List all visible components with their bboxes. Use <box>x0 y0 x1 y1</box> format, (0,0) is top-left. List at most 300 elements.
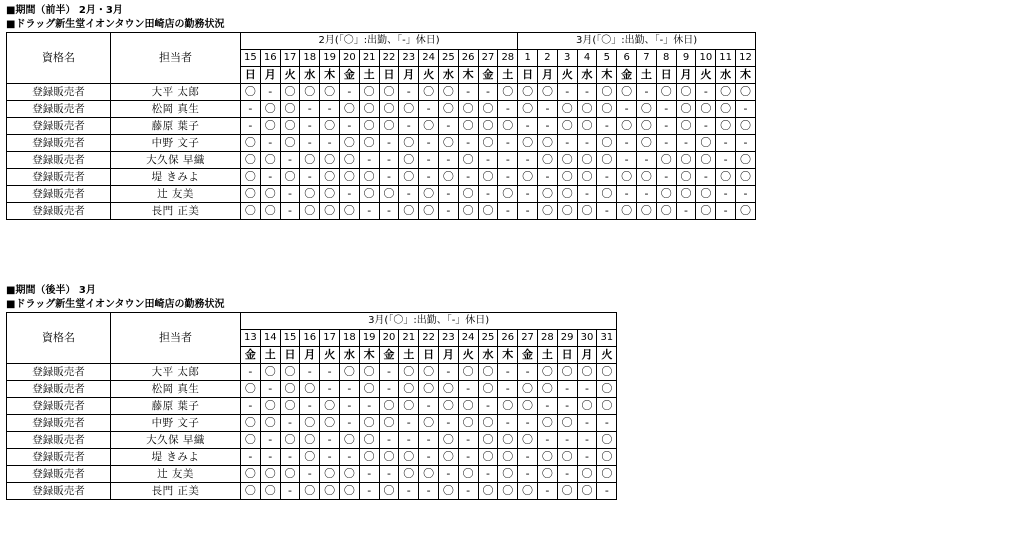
staff-column-header: 担当者 <box>111 313 241 364</box>
attendance-mark-cell: 〇 <box>716 84 736 101</box>
attendance-mark-cell: 〇 <box>438 135 458 152</box>
attendance-mark-cell: - <box>438 466 458 483</box>
schedule-section-second-half <box>6 284 617 500</box>
weekday-cell: 土 <box>359 67 379 84</box>
weekday-cell: 土 <box>537 347 557 364</box>
attendance-mark-cell: - <box>359 466 379 483</box>
staff-name-cell: 松岡 真生 <box>111 101 241 118</box>
day-number-cell: 23 <box>399 50 419 67</box>
attendance-mark-cell: 〇 <box>478 203 498 220</box>
attendance-mark-cell: 〇 <box>300 203 320 220</box>
day-number-cell: 3 <box>557 50 577 67</box>
attendance-mark-cell: 〇 <box>478 101 498 118</box>
attendance-mark-cell: 〇 <box>379 415 399 432</box>
attendance-mark-cell: 〇 <box>320 203 340 220</box>
schedule-table <box>6 312 617 500</box>
attendance-mark-cell: 〇 <box>696 101 716 118</box>
attendance-mark-cell: 〇 <box>339 152 359 169</box>
qualification-cell: 登録販売者 <box>7 169 111 186</box>
attendance-mark-cell: 〇 <box>736 118 756 135</box>
attendance-mark-cell: - <box>498 203 518 220</box>
attendance-mark-cell: - <box>399 432 419 449</box>
attendance-mark-cell: 〇 <box>300 152 320 169</box>
attendance-mark-cell: - <box>379 152 399 169</box>
attendance-mark-cell: - <box>458 169 478 186</box>
attendance-mark-cell: 〇 <box>597 135 617 152</box>
attendance-mark-cell: 〇 <box>320 169 340 186</box>
attendance-mark-cell: 〇 <box>359 186 379 203</box>
attendance-mark-cell: - <box>617 152 637 169</box>
attendance-mark-cell: - <box>716 152 736 169</box>
attendance-mark-cell: 〇 <box>478 135 498 152</box>
attendance-mark-cell: - <box>637 186 657 203</box>
attendance-mark-cell: - <box>577 432 597 449</box>
attendance-mark-cell: 〇 <box>379 84 399 101</box>
attendance-mark-cell: 〇 <box>320 152 340 169</box>
attendance-mark-cell: 〇 <box>498 432 518 449</box>
attendance-mark-cell: 〇 <box>458 118 478 135</box>
weekday-cell: 日 <box>379 67 399 84</box>
attendance-mark-cell: - <box>696 84 716 101</box>
qualification-cell: 登録販売者 <box>7 118 111 135</box>
attendance-mark-cell: - <box>557 381 577 398</box>
attendance-mark-cell: 〇 <box>438 432 458 449</box>
attendance-mark-cell: - <box>478 398 498 415</box>
attendance-mark-cell: 〇 <box>260 364 280 381</box>
attendance-mark-cell: - <box>656 101 676 118</box>
day-number-cell: 17 <box>320 330 340 347</box>
attendance-mark-cell: - <box>518 118 538 135</box>
attendance-mark-cell: 〇 <box>241 84 261 101</box>
attendance-mark-cell: 〇 <box>518 135 538 152</box>
attendance-mark-cell: 〇 <box>557 186 577 203</box>
attendance-mark-cell: - <box>300 466 320 483</box>
attendance-mark-cell: 〇 <box>656 152 676 169</box>
month-header: 3月(「〇」:出勤、「-」休日) <box>518 33 756 50</box>
attendance-mark-cell: 〇 <box>399 449 419 466</box>
weekday-cell: 火 <box>597 347 617 364</box>
staff-row <box>7 169 756 186</box>
attendance-mark-cell: 〇 <box>339 101 359 118</box>
attendance-mark-cell: 〇 <box>478 483 498 500</box>
attendance-mark-cell: 〇 <box>518 169 538 186</box>
attendance-mark-cell: 〇 <box>241 415 261 432</box>
attendance-mark-cell: 〇 <box>241 186 261 203</box>
attendance-mark-cell: 〇 <box>498 483 518 500</box>
attendance-mark-cell: - <box>260 169 280 186</box>
attendance-mark-cell: 〇 <box>498 186 518 203</box>
attendance-mark-cell: - <box>537 398 557 415</box>
attendance-mark-cell: 〇 <box>577 169 597 186</box>
attendance-mark-cell: 〇 <box>716 118 736 135</box>
attendance-mark-cell: - <box>736 135 756 152</box>
staff-row <box>7 152 756 169</box>
day-number-cell: 10 <box>696 50 716 67</box>
attendance-mark-cell: - <box>300 135 320 152</box>
attendance-mark-cell: 〇 <box>300 415 320 432</box>
attendance-mark-cell: 〇 <box>260 152 280 169</box>
attendance-mark-cell: 〇 <box>656 203 676 220</box>
attendance-mark-cell: - <box>518 466 538 483</box>
attendance-mark-cell: 〇 <box>696 203 716 220</box>
weekday-cell: 日 <box>241 67 261 84</box>
attendance-mark-cell: 〇 <box>300 186 320 203</box>
staff-name-cell: 長門 正美 <box>111 203 241 220</box>
weekday-cell: 金 <box>339 67 359 84</box>
attendance-mark-cell: 〇 <box>538 135 558 152</box>
attendance-mark-cell: 〇 <box>359 415 379 432</box>
attendance-mark-cell: 〇 <box>597 186 617 203</box>
attendance-mark-cell: 〇 <box>518 483 538 500</box>
staff-row <box>7 483 617 500</box>
attendance-mark-cell: 〇 <box>280 118 300 135</box>
attendance-mark-cell: - <box>637 152 657 169</box>
day-number-cell: 9 <box>676 50 696 67</box>
attendance-mark-cell: - <box>637 84 657 101</box>
attendance-mark-cell: - <box>320 135 340 152</box>
weekday-cell: 土 <box>637 67 657 84</box>
attendance-mark-cell: 〇 <box>320 483 340 500</box>
day-number-cell: 2 <box>538 50 558 67</box>
weekday-cell: 木 <box>498 347 518 364</box>
attendance-mark-cell: 〇 <box>458 398 478 415</box>
attendance-mark-cell: 〇 <box>399 381 419 398</box>
attendance-mark-cell: 〇 <box>656 84 676 101</box>
day-number-cell: 1 <box>518 50 538 67</box>
attendance-mark-cell: 〇 <box>399 203 419 220</box>
attendance-mark-cell: 〇 <box>241 152 261 169</box>
attendance-mark-cell: - <box>518 186 538 203</box>
attendance-mark-cell: 〇 <box>260 415 280 432</box>
attendance-mark-cell: - <box>518 364 538 381</box>
attendance-mark-cell: 〇 <box>280 398 300 415</box>
month-header: 3月(「〇」:出勤、「-」休日) <box>241 313 617 330</box>
weekday-cell: 日 <box>419 347 439 364</box>
qualification-cell: 登録販売者 <box>7 483 111 500</box>
attendance-mark-cell: 〇 <box>438 398 458 415</box>
attendance-mark-cell: 〇 <box>617 203 637 220</box>
attendance-mark-cell: 〇 <box>419 203 439 220</box>
staff-name-cell: 藤原 葉子 <box>111 118 241 135</box>
attendance-mark-cell: 〇 <box>339 203 359 220</box>
attendance-mark-cell: 〇 <box>577 364 597 381</box>
attendance-mark-cell: - <box>518 449 538 466</box>
attendance-mark-cell: - <box>260 381 280 398</box>
attendance-mark-cell: - <box>419 432 439 449</box>
attendance-mark-cell: 〇 <box>736 169 756 186</box>
attendance-mark-cell: 〇 <box>458 466 478 483</box>
weekday-cell: 月 <box>399 67 419 84</box>
attendance-mark-cell: - <box>359 152 379 169</box>
store-heading: ■ドラッグ新生堂イオンタウン田崎店の勤務状況 <box>6 299 225 310</box>
attendance-mark-cell: 〇 <box>676 118 696 135</box>
attendance-mark-cell: - <box>577 415 597 432</box>
attendance-mark-cell: - <box>260 432 280 449</box>
day-number-cell: 4 <box>577 50 597 67</box>
staff-row <box>7 466 617 483</box>
day-number-cell: 31 <box>597 330 617 347</box>
attendance-mark-cell: 〇 <box>419 415 439 432</box>
weekday-cell: 月 <box>438 347 458 364</box>
weekday-cell: 土 <box>260 347 280 364</box>
attendance-mark-cell: 〇 <box>320 398 340 415</box>
attendance-mark-cell: 〇 <box>260 466 280 483</box>
qualification-cell: 登録販売者 <box>7 449 111 466</box>
attendance-mark-cell: - <box>498 101 518 118</box>
attendance-mark-cell: - <box>577 449 597 466</box>
attendance-mark-cell: 〇 <box>537 449 557 466</box>
qualification-cell: 登録販売者 <box>7 135 111 152</box>
attendance-mark-cell: 〇 <box>320 466 340 483</box>
attendance-mark-cell: 〇 <box>280 432 300 449</box>
attendance-mark-cell: 〇 <box>478 118 498 135</box>
attendance-mark-cell: 〇 <box>419 364 439 381</box>
attendance-mark-cell: 〇 <box>557 169 577 186</box>
attendance-mark-cell: 〇 <box>241 483 261 500</box>
attendance-mark-cell: 〇 <box>419 84 439 101</box>
attendance-mark-cell: - <box>438 203 458 220</box>
attendance-mark-cell: 〇 <box>379 449 399 466</box>
attendance-mark-cell: 〇 <box>241 169 261 186</box>
month-header-row <box>7 33 756 50</box>
attendance-mark-cell: 〇 <box>379 483 399 500</box>
attendance-mark-cell: - <box>538 169 558 186</box>
weekday-cell: 木 <box>320 67 340 84</box>
attendance-mark-cell: 〇 <box>359 432 379 449</box>
weekday-cell: 金 <box>518 347 538 364</box>
attendance-mark-cell: 〇 <box>676 169 696 186</box>
weekday-cell: 水 <box>438 67 458 84</box>
attendance-mark-cell: 〇 <box>359 101 379 118</box>
attendance-mark-cell: - <box>241 364 261 381</box>
attendance-mark-cell: 〇 <box>320 84 340 101</box>
day-number-cell: 20 <box>339 50 359 67</box>
attendance-mark-cell: - <box>399 186 419 203</box>
attendance-mark-cell: 〇 <box>300 449 320 466</box>
day-number-cell: 5 <box>597 50 617 67</box>
attendance-mark-cell: 〇 <box>241 135 261 152</box>
attendance-mark-cell: - <box>320 364 340 381</box>
qualification-cell: 登録販売者 <box>7 203 111 220</box>
weekday-cell: 木 <box>458 67 478 84</box>
day-number-cell: 27 <box>518 330 538 347</box>
attendance-mark-cell: - <box>656 169 676 186</box>
attendance-mark-cell: - <box>399 415 419 432</box>
attendance-mark-cell: 〇 <box>399 169 419 186</box>
staff-name-cell: 辻 友美 <box>111 466 241 483</box>
attendance-mark-cell: - <box>280 152 300 169</box>
day-number-cell: 13 <box>241 330 261 347</box>
attendance-mark-cell: - <box>498 152 518 169</box>
attendance-mark-cell: - <box>478 186 498 203</box>
day-number-cell: 25 <box>438 50 458 67</box>
attendance-mark-cell: 〇 <box>577 101 597 118</box>
attendance-mark-cell: 〇 <box>557 101 577 118</box>
attendance-mark-cell: - <box>300 398 320 415</box>
qualification-cell: 登録販売者 <box>7 432 111 449</box>
attendance-mark-cell: 〇 <box>359 135 379 152</box>
attendance-mark-cell: - <box>557 398 577 415</box>
attendance-mark-cell: - <box>438 152 458 169</box>
attendance-mark-cell: - <box>419 398 439 415</box>
attendance-mark-cell: 〇 <box>676 84 696 101</box>
attendance-mark-cell: - <box>419 449 439 466</box>
day-number-cell: 27 <box>478 50 498 67</box>
weekday-cell: 火 <box>280 67 300 84</box>
attendance-mark-cell: 〇 <box>359 381 379 398</box>
attendance-mark-cell: - <box>280 203 300 220</box>
attendance-mark-cell: 〇 <box>676 152 696 169</box>
attendance-mark-cell: - <box>339 186 359 203</box>
attendance-mark-cell: - <box>557 135 577 152</box>
period-heading: ■期間（後半） 3月 <box>6 285 96 296</box>
attendance-mark-cell: - <box>498 135 518 152</box>
attendance-mark-cell: - <box>597 483 617 500</box>
attendance-mark-cell: 〇 <box>557 152 577 169</box>
attendance-mark-cell: - <box>518 203 538 220</box>
attendance-mark-cell: 〇 <box>359 118 379 135</box>
attendance-mark-cell: 〇 <box>438 101 458 118</box>
attendance-mark-cell: - <box>300 169 320 186</box>
weekday-cell: 月 <box>300 347 320 364</box>
attendance-mark-cell: - <box>458 449 478 466</box>
attendance-mark-cell: 〇 <box>260 118 280 135</box>
attendance-mark-cell: 〇 <box>597 381 617 398</box>
store-heading: ■ドラッグ新生堂イオンタウン田崎店の勤務状況 <box>6 19 225 30</box>
attendance-mark-cell: 〇 <box>478 415 498 432</box>
attendance-mark-cell: - <box>260 449 280 466</box>
attendance-mark-cell: 〇 <box>696 135 716 152</box>
attendance-mark-cell: 〇 <box>597 398 617 415</box>
staff-row <box>7 364 617 381</box>
staff-name-cell: 藤原 葉子 <box>111 398 241 415</box>
attendance-mark-cell: - <box>241 449 261 466</box>
attendance-mark-cell: 〇 <box>557 203 577 220</box>
attendance-mark-cell: 〇 <box>260 101 280 118</box>
attendance-mark-cell: - <box>379 169 399 186</box>
attendance-mark-cell: 〇 <box>359 169 379 186</box>
attendance-mark-cell: 〇 <box>696 186 716 203</box>
attendance-mark-cell: 〇 <box>537 381 557 398</box>
attendance-mark-cell: - <box>379 381 399 398</box>
attendance-mark-cell: - <box>320 432 340 449</box>
attendance-mark-cell: 〇 <box>241 203 261 220</box>
attendance-mark-cell: - <box>379 466 399 483</box>
attendance-mark-cell: 〇 <box>597 364 617 381</box>
attendance-mark-cell: 〇 <box>577 203 597 220</box>
attendance-mark-cell: - <box>339 84 359 101</box>
month-header: 2月(「〇」:出勤、「-」休日) <box>241 33 518 50</box>
attendance-mark-cell: 〇 <box>280 169 300 186</box>
attendance-mark-cell: 〇 <box>320 415 340 432</box>
attendance-mark-cell: 〇 <box>280 466 300 483</box>
attendance-mark-cell: 〇 <box>260 398 280 415</box>
attendance-mark-cell: 〇 <box>478 449 498 466</box>
attendance-mark-cell: 〇 <box>637 169 657 186</box>
day-number-cell: 28 <box>498 50 518 67</box>
attendance-mark-cell: - <box>716 186 736 203</box>
attendance-mark-cell: 〇 <box>577 466 597 483</box>
attendance-mark-cell: - <box>300 101 320 118</box>
attendance-mark-cell: 〇 <box>280 84 300 101</box>
attendance-mark-cell: - <box>478 152 498 169</box>
weekday-cell: 月 <box>538 67 558 84</box>
attendance-mark-cell: - <box>538 118 558 135</box>
attendance-mark-cell: 〇 <box>280 364 300 381</box>
attendance-mark-cell: - <box>379 432 399 449</box>
attendance-mark-cell: 〇 <box>498 466 518 483</box>
attendance-mark-cell: 〇 <box>438 449 458 466</box>
day-number-cell: 28 <box>537 330 557 347</box>
attendance-mark-cell: - <box>320 449 340 466</box>
attendance-mark-cell: 〇 <box>716 169 736 186</box>
staff-name-cell: 松岡 真生 <box>111 381 241 398</box>
day-number-cell: 23 <box>438 330 458 347</box>
attendance-mark-cell: - <box>419 483 439 500</box>
qualification-column-header: 資格名 <box>7 313 111 364</box>
staff-row <box>7 415 617 432</box>
attendance-mark-cell: 〇 <box>736 203 756 220</box>
attendance-mark-cell: 〇 <box>716 101 736 118</box>
weekday-cell: 火 <box>419 67 439 84</box>
attendance-mark-cell: - <box>538 101 558 118</box>
attendance-mark-cell: - <box>339 398 359 415</box>
attendance-mark-cell: 〇 <box>637 118 657 135</box>
attendance-mark-cell: 〇 <box>399 398 419 415</box>
attendance-mark-cell: - <box>557 432 577 449</box>
attendance-mark-cell: - <box>399 483 419 500</box>
attendance-mark-cell: 〇 <box>518 84 538 101</box>
attendance-mark-cell: 〇 <box>260 186 280 203</box>
attendance-mark-cell: - <box>379 135 399 152</box>
attendance-mark-cell: - <box>498 364 518 381</box>
day-number-cell: 22 <box>419 330 439 347</box>
attendance-mark-cell: 〇 <box>300 381 320 398</box>
schedule-table <box>6 32 756 220</box>
attendance-mark-cell: 〇 <box>478 381 498 398</box>
attendance-mark-cell: - <box>656 135 676 152</box>
attendance-mark-cell: 〇 <box>419 118 439 135</box>
attendance-mark-cell: 〇 <box>458 186 478 203</box>
staff-name-cell: 大久保 早織 <box>111 432 241 449</box>
attendance-mark-cell: 〇 <box>518 381 538 398</box>
attendance-mark-cell: - <box>359 483 379 500</box>
attendance-mark-cell: 〇 <box>339 432 359 449</box>
day-number-cell: 20 <box>379 330 399 347</box>
attendance-mark-cell: - <box>438 364 458 381</box>
attendance-mark-cell: 〇 <box>538 84 558 101</box>
period-heading: ■期間（前半） 2月・3月 <box>6 5 123 16</box>
qualification-cell: 登録販売者 <box>7 415 111 432</box>
attendance-mark-cell: 〇 <box>419 381 439 398</box>
attendance-mark-cell: - <box>280 415 300 432</box>
attendance-mark-cell: - <box>458 135 478 152</box>
attendance-mark-cell: 〇 <box>399 152 419 169</box>
attendance-mark-cell: 〇 <box>300 84 320 101</box>
day-number-cell: 16 <box>260 50 280 67</box>
attendance-mark-cell: 〇 <box>419 186 439 203</box>
attendance-mark-cell: 〇 <box>498 398 518 415</box>
weekday-cell: 土 <box>399 347 419 364</box>
weekday-cell: 火 <box>696 67 716 84</box>
attendance-mark-cell: 〇 <box>656 186 676 203</box>
day-number-cell: 30 <box>577 330 597 347</box>
attendance-mark-cell: 〇 <box>359 449 379 466</box>
day-number-cell: 16 <box>300 330 320 347</box>
attendance-mark-cell: 〇 <box>359 84 379 101</box>
day-number-cell: 11 <box>716 50 736 67</box>
staff-column-header: 担当者 <box>111 33 241 84</box>
